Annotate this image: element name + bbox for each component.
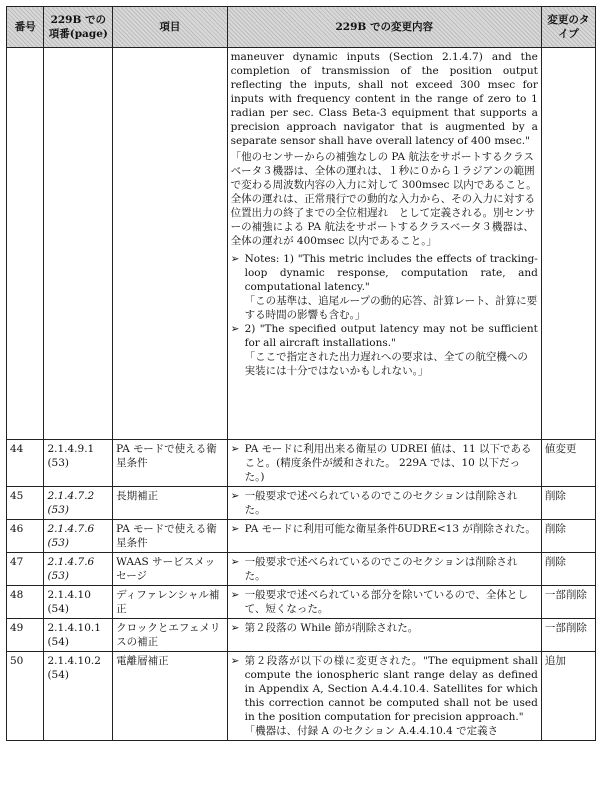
row-section: 2.1.4.10.1 xyxy=(47,622,101,634)
row-no: 46 xyxy=(7,520,44,553)
row-content: 一般要求で述べられている部分を除いているので、全体として、短くなった。 xyxy=(244,589,528,615)
row-content: 第２段落が以下の様に変更された。"The equipment shall compute the ionospheric slant range delay as defined in Appendix A, Section A.4.4.10.4. Satellites for which this correction cannot be computed shall not be used in the position computation for precision approach." xyxy=(244,655,538,723)
row-item: PA モードで使える衛星条件 xyxy=(113,440,227,487)
row-item: PA モードで使える衛星条件 xyxy=(113,520,227,553)
row-no: 44 xyxy=(7,440,44,487)
row-type: 削除 xyxy=(541,553,595,586)
bullet-icon: ➢ xyxy=(230,556,240,568)
row-no: 50 xyxy=(7,652,44,741)
bullet-icon: ➢ xyxy=(230,253,240,265)
header-no: 番号 xyxy=(7,7,44,48)
continuation-content xyxy=(227,48,541,440)
changes-table xyxy=(6,6,596,741)
header-item: 項目 xyxy=(113,7,227,48)
note2-en: 2) "The specified output latency may not be sufficient for all aircraft installations." xyxy=(244,323,538,349)
row-content: PA モードに利用可能な衛星条件δUDRE<13 が削除された。 xyxy=(244,523,536,535)
table-row xyxy=(7,553,596,586)
table-row xyxy=(7,520,596,553)
row-no: 45 xyxy=(7,487,44,520)
note1-ja: 「この基準は、追尾ループの動的応答、計算レート、計算に要する時間の影響も含む。」 xyxy=(244,295,538,321)
row-type: 削除 xyxy=(541,520,595,553)
bullet-icon: ➢ xyxy=(230,490,240,502)
table-row-continuation xyxy=(7,48,596,440)
row-section: 2.1.4.7.2 xyxy=(47,490,95,502)
row-page: (53) xyxy=(47,537,70,549)
bullet-icon: ➢ xyxy=(230,323,240,335)
bullet-icon: ➢ xyxy=(230,589,240,601)
row-section: 2.1.4.10 xyxy=(47,589,91,601)
row-section: 2.1.4.10.2 xyxy=(47,655,101,667)
continuation-en: maneuver dynamic inputs (Section 2.1.4.7) and the completion of transmission of the position output reflecting the inputs, shall not exceed 300 msec for inputs with frequency content in the range of zero to 1 radian per sec. Class Beta-3 equipment that supports a precision approach navigator that is augmented by a separate sensor shall have overall latency of 400 msec." xyxy=(230,51,538,147)
note2-ja: 「ここで指定された出力遅れへの要求は、全ての航空機への実装には十分ではないかもしれない。」 xyxy=(244,351,528,377)
table-row xyxy=(7,619,596,652)
row-item: WAAS サービスメッセージ xyxy=(113,553,227,586)
row-page: (54) xyxy=(47,669,70,681)
row-content: 一般要求で述べられているのでこのセクションは削除された。 xyxy=(244,556,518,582)
continuation-ja: 「他のセンサーからの補強なしの PA 航法をサポートするクラスベータ３機器は、全体の運れは、１秒に０から１ラジアンの範囲で変わる周波数内容の入力に対して 300msec 以内であること。全体の運れは、正常飛行での動的な入力から、その入力に対する位置出力の終了までの全位相遅れ として定義される。別センサーの補強による PA 航法をサポートするクラスベータ３機器は、全体の運れが 400msec 以内であること。」 xyxy=(230,151,537,247)
row-item: 電離層補正 xyxy=(113,652,227,741)
row-item: クロックとエフェメリスの補正 xyxy=(113,619,227,652)
bullet-icon: ➢ xyxy=(230,655,240,667)
row-section: 2.1.4.7.6 xyxy=(47,556,95,568)
row-type: 一部削除 xyxy=(541,619,595,652)
table-row xyxy=(7,652,596,741)
header-row xyxy=(7,7,596,48)
table-row xyxy=(7,586,596,619)
row-no: 48 xyxy=(7,586,44,619)
row-page: (53) xyxy=(47,570,70,582)
row-content: 一般要求で述べられているのでこのセクションは削除された。 xyxy=(244,490,518,516)
table-row xyxy=(7,440,596,487)
note1-en: Notes: 1) "This metric includes the effects of tracking-loop dynamic response, computation rate, and computational latency." xyxy=(244,253,538,293)
row-page: (53) xyxy=(47,457,70,469)
row-section: 2.1.4.9.1 xyxy=(47,443,95,455)
row-item: ディファレンシャル補正 xyxy=(113,586,227,619)
bullet-icon: ➢ xyxy=(230,622,240,634)
header-content: 229B での変更内容 xyxy=(227,7,541,48)
row-page: (54) xyxy=(47,636,70,648)
row-page: (53) xyxy=(47,504,70,516)
bullet-icon: ➢ xyxy=(230,523,240,535)
row-item: 長期補正 xyxy=(113,487,227,520)
row-no: 49 xyxy=(7,619,44,652)
row-type: 追加 xyxy=(541,652,595,741)
row-content: PA モードに利用出来る衛星の UDREI 値は、11 以下であること。(精度条件が緩和された。 229A では、10 以下だった。) xyxy=(244,443,532,483)
row-type: 一部削除 xyxy=(541,586,595,619)
row-type: 値変更 xyxy=(541,440,595,487)
header-section: 229B での項番(page) xyxy=(44,7,113,48)
table-row xyxy=(7,487,596,520)
bullet-icon: ➢ xyxy=(230,443,240,455)
row-no: 47 xyxy=(7,553,44,586)
row-content-ja: 「機器は、付録 A のセクション A.4.4.10.4 で定義さ xyxy=(244,725,499,737)
row-page: (54) xyxy=(47,603,70,615)
header-type: 変更のタイプ xyxy=(541,7,595,48)
row-content: 第２段落の While 節が削除された。 xyxy=(244,622,419,634)
row-type: 削除 xyxy=(541,487,595,520)
row-section: 2.1.4.7.6 xyxy=(47,523,95,535)
